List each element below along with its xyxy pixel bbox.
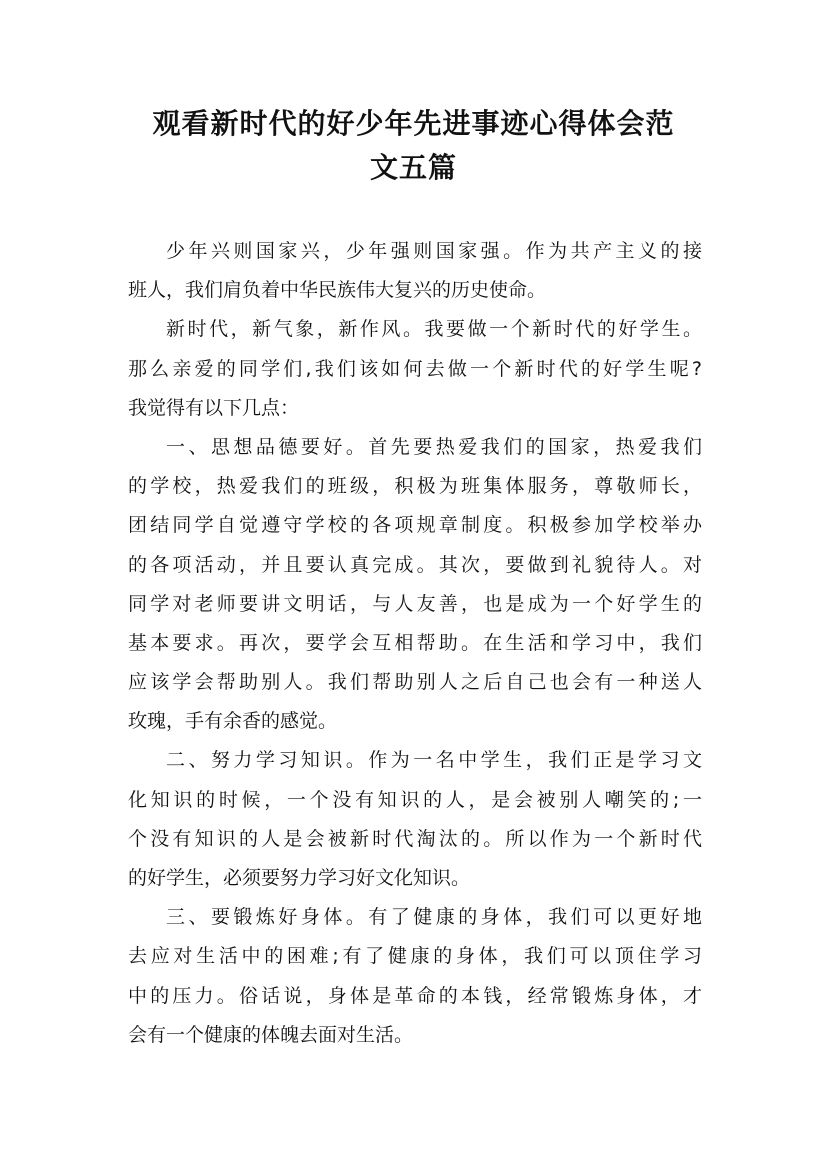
text-line: 去应对生活中的困难;有了健康的身体，我们可以顶住学习 <box>128 945 702 968</box>
text-line: 我觉得有以下几点： <box>128 396 300 419</box>
paragraph-point-one <box>128 428 702 742</box>
text-line: 应该学会帮助别人。我们帮助别人之后自己也会有一种送人 <box>128 671 702 694</box>
title-line: 观看新时代的好少年先进事迹心得体会范 <box>152 107 675 140</box>
paragraph-new-era <box>128 310 702 428</box>
text-line: 个没有知识的人是会被新时代淘汰的。所以作为一个新时代 <box>128 827 702 850</box>
document-title <box>110 102 717 190</box>
text-line: 中的压力。俗话说，身体是革命的本钱，经常锻炼身体，才 <box>128 984 702 1007</box>
title-line: 文五篇 <box>369 151 457 184</box>
text-line: 新时代，新气象，新作风。我要做一个新时代的好学生。 <box>166 318 702 341</box>
paragraph-point-three <box>128 898 702 1055</box>
paragraph-point-two <box>128 741 702 898</box>
text-line: 同学对老师要讲文明话，与人友善，也是成为一个好学生的 <box>128 592 702 615</box>
text-line: 的各项活动，并且要认真完成。其次，要做到礼貌待人。对 <box>128 553 702 576</box>
document-body <box>128 232 702 1055</box>
text-line: 一、思想品德要好。首先要热爱我们的国家，热爱我们 <box>166 435 702 458</box>
text-line: 化知识的时候，一个没有知识的人，是会被别人嘲笑的;一 <box>128 788 702 811</box>
text-line: 少年兴则国家兴，少年强则国家强。作为共产主义的接 <box>166 240 702 262</box>
text-line: 玫瑰，手有余香的感觉。 <box>128 710 338 733</box>
text-line: 班人，我们肩负着中华民族伟大复兴的历史使命。 <box>128 279 547 302</box>
text-line: 三、要锻炼好身体。有了健康的身体，我们可以更好地 <box>166 906 702 929</box>
text-line: 二、努力学习知识。作为一名中学生，我们正是学习文 <box>166 749 702 772</box>
paragraph-intro <box>128 232 702 310</box>
text-line: 那么亲爱的同学们,我们该如何去做一个新时代的好学生呢? <box>128 357 702 380</box>
text-line: 团结同学自觉遵守学校的各项规章制度。积极参加学校举办 <box>128 514 702 537</box>
text-line: 基本要求。再次，要学会互相帮助。在生活和学习中，我们 <box>128 631 702 654</box>
text-line: 的学校，热爱我们的班级，积极为班集体服务，尊敬师长， <box>128 475 702 498</box>
text-line: 的好学生，必须要努力学习好文化知识。 <box>128 867 471 889</box>
text-line: 会有一个健康的体魄去面对生活。 <box>128 1023 414 1046</box>
